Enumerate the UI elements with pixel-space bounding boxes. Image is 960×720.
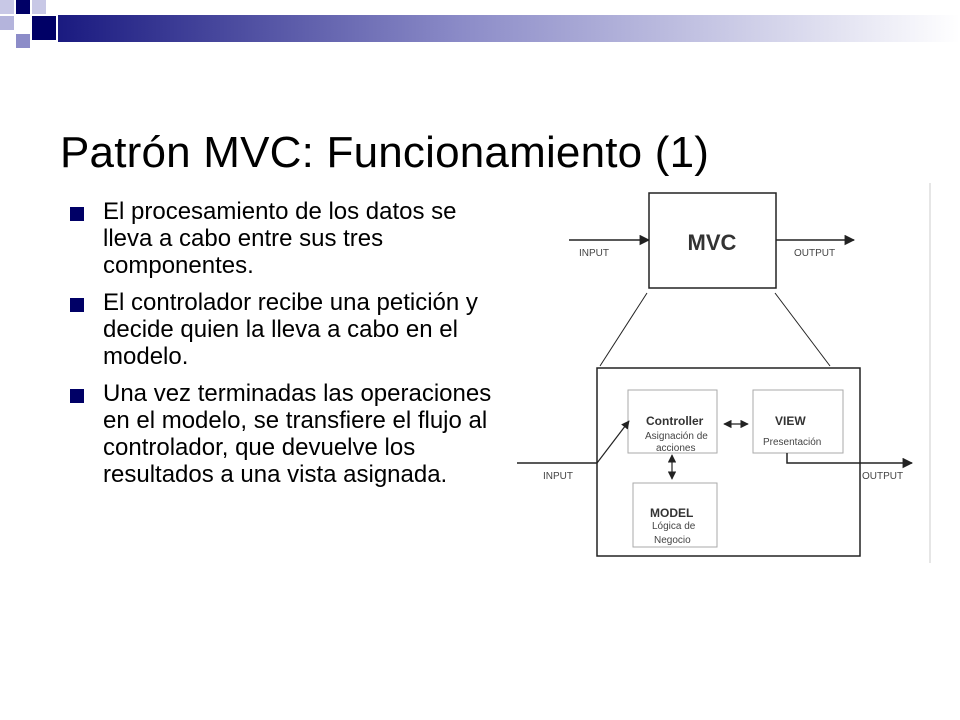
deco-square: [16, 16, 30, 30]
deco-square: [16, 34, 30, 48]
bullet-text: El controlador recibe una petición y decide quien la lleva a cabo en el modelo.: [103, 289, 478, 370]
slide-title: Patrón MVC: Funcionamiento (1): [60, 128, 710, 177]
top-input-label: INPUT: [579, 248, 609, 259]
view-line1: Presentación: [763, 437, 822, 448]
mvc-box-label: MVC: [687, 230, 737, 255]
model-line2: Negocio: [654, 535, 691, 546]
controller-line1: Asignación de: [645, 431, 708, 442]
bullet-square-icon: [70, 298, 84, 312]
deco-square: [32, 0, 46, 14]
bullet-item: [70, 289, 510, 370]
bullet-item: [70, 380, 510, 488]
mvc-diagram: [517, 183, 932, 563]
model-title: MODEL: [650, 506, 694, 520]
bullet-item: [70, 198, 510, 279]
top-output-label: OUTPUT: [794, 248, 836, 259]
model-line1: Lógica de: [652, 521, 696, 532]
bottom-output-label: OUTPUT: [862, 471, 904, 482]
deco-square: [0, 0, 14, 14]
view-title: VIEW: [775, 414, 806, 428]
header-gradient-bar: [58, 15, 960, 42]
deco-square: [0, 16, 14, 30]
header-decoration: [0, 0, 960, 60]
bullet-square-icon: [70, 389, 84, 403]
bullet-text: El procesamiento de los datos se lleva a cabo entre sus tres componentes.: [103, 198, 457, 279]
bullet-text: Una vez terminadas las operaciones en el modelo, se transfiere el flujo al controlador, que devuelve los resultados a una vista asignada.: [103, 380, 492, 488]
bullet-square-icon: [70, 207, 84, 221]
controller-title: Controller: [646, 414, 704, 428]
bottom-input-label: INPUT: [543, 471, 573, 482]
bullet-list: [70, 198, 510, 498]
deco-square: [32, 16, 56, 40]
deco-square: [16, 0, 30, 14]
controller-line2: acciones: [656, 443, 696, 454]
